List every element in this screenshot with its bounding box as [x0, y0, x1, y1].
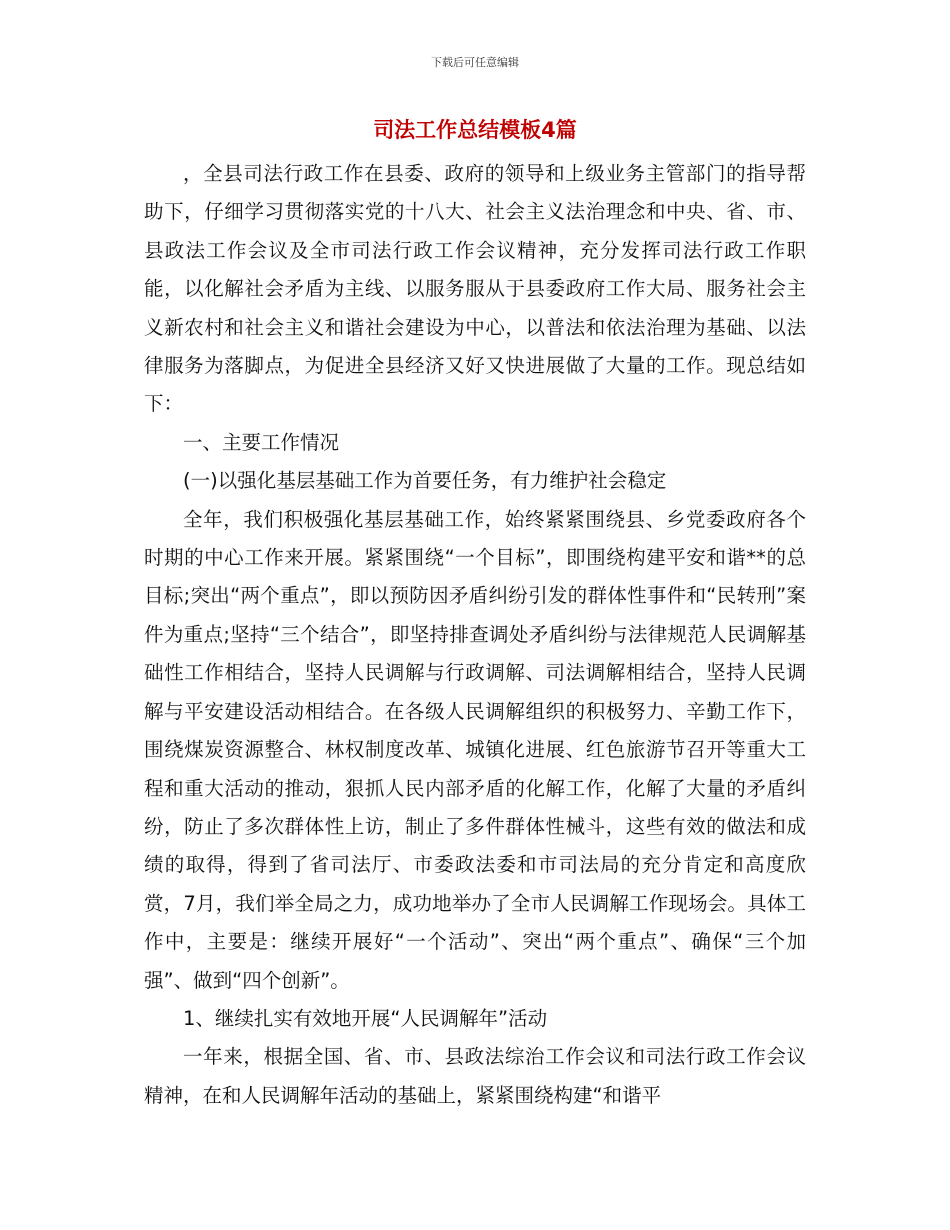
header-note: 下载后可任意编辑	[431, 56, 519, 69]
section-heading: 一、主要工作情况	[183, 430, 340, 454]
paragraph-continued: 一年来，根据全国、省、市、县政法综治工作会议和司法行政工作会议精神，在和人民调解年活动的基础上，紧紧围绕构建“和谐平	[144, 1045, 806, 1107]
document-body	[144, 155, 806, 1115]
document-title: 司法工作总结模板4篇	[373, 118, 577, 142]
subsection-heading: (一)以强化基层基础工作为首要任务，有力维护社会稳定	[183, 469, 667, 493]
paragraph-intro: ，全县司法行政工作在县委、政府的领导和上级业务主管部门的指导帮助下，仔细学习贯彻落实党的十八大、社会主义法治理念和中央、省、市、县政法工作会议及全市司法行政工作会议精神，充分发挥司法行政工作职能，以化解社会矛盾为主线、以服务服从于县委政府工作大局、服务社会主义新农村和社会主义和谐社会建设为中心，以普法和依法治理为基础、以法律服务为落脚点，为促进全县经济又好又快进展做了大量的工作。现总结如下：	[144, 162, 806, 416]
paragraph-body: 全年，我们积极强化基层基础工作，始终紧紧围绕县、乡党委政府各个时期的中心工作来开展。紧紧围绕“一个目标”，即围绕构建平安和谐**的总目标;突出“两个重点”，即以预防因矛盾纠纷引发的群体性事件和“民转刑”案件为重点;坚持“三个结合”，即坚持排查调处矛盾纠纷与法律规范人民调解基础性工作相结合，坚持人民调解与行政调解、司法调解相结合，坚持人民调解与平安建设活动相结合。在各级人民调解组织的积极努力、辛勤工作下，围绕煤炭资源整合、林权制度改革、城镇化进展、红色旅游节召开等重大工程和重大活动的推动，狠抓人民内部矛盾的化解工作，化解了大量的矛盾纠纷，防止了多次群体性上访，制止了多件群体性械斗，这些有效的做法和成绩的取得，得到了省司法厅、市委政法委和市司法局的充分肯定和高度欣赏，7月，我们举全局之力，成功地举办了全市人民调解工作现场会。具体工作中，主要是：继续开展好“一个活动”、突出“两个重点”、确保“三个加强”、做到“四个创新”。	[144, 507, 806, 992]
item-heading: 1、继续扎实有效地开展“人民调解年”活动	[183, 1006, 548, 1030]
